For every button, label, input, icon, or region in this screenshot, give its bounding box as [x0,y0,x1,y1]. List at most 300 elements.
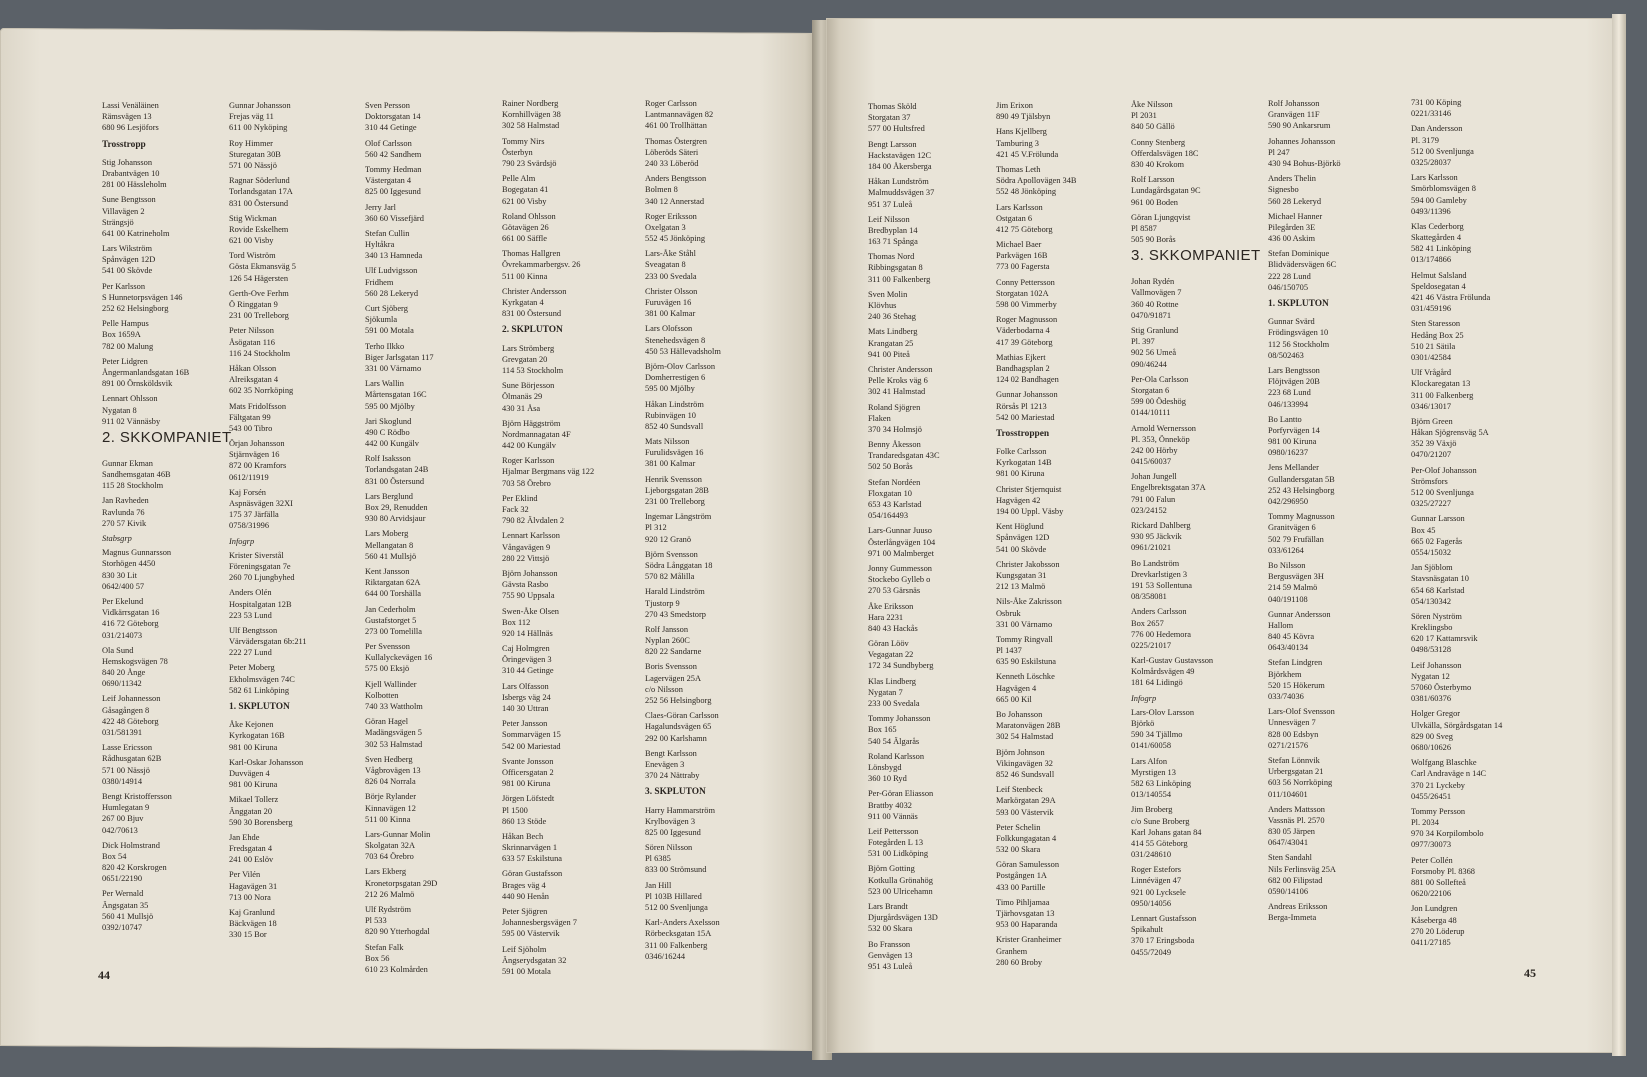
entry-address-line: Vångavägen 9 [502,542,551,552]
entry-name: Christer Olsson [645,286,698,296]
entry-address-line: Lönsbygd [868,762,902,772]
directory-entry [229,757,307,791]
entry-address-line: 610 23 Kolmården [365,964,428,974]
entry-address-line: 560 41 Mullsjö [365,551,417,561]
entry-name: Leif Stenbeck [996,785,1043,795]
entry-address-line: 611 00 Nyköping [229,123,288,133]
entry-address-line: 054/130342 [1411,596,1452,606]
entry-address-line: 0455/72049 [1131,947,1172,957]
entry-name: Folke Carlsson [996,447,1047,457]
entry-name: Mathias Ejkert [996,352,1046,362]
entry-name: Lars Moberg [365,529,409,539]
entry-address-line: 0380/14914 [102,776,143,786]
entry-name: Tommy Nirs [502,136,545,146]
entry-name: Björn Häggström [502,418,561,428]
entry-address-line: 782 00 Malung [102,341,154,351]
entry-address-line: 981 00 Kiruna [229,780,278,790]
directory-entry [365,416,437,450]
section-heading: Trosstropp [102,139,146,150]
entry-address-line: c/o Sune Broberg [1131,816,1190,826]
entry-address-line: Officersgatan 2 [502,767,554,777]
entry-name: Lasse Ericsson [102,743,153,753]
directory-entry [1411,221,1502,266]
entry-address-line: 233 00 Svedala [868,699,920,708]
entry-address-line: 971 00 Malmberget [868,548,934,558]
entry-address-line: Fridhem [365,277,394,287]
entry-name: Johannes Johansson [1268,136,1336,146]
section-heading: 1. SKPLUTON [229,702,290,713]
directory-entry [1268,657,1341,702]
entry-name: Magnus Gunnarsson [102,548,172,558]
directory-entry [102,791,232,836]
entry-address-line: Linnévägen 47 [1131,876,1182,886]
directory-entry [868,713,940,747]
entry-address-line: 046/150705 [1268,282,1309,292]
entry-name: Per Karlsson [102,281,146,291]
entry-address-line: 941 00 Piteå [868,349,910,359]
entry-address-line: 571 00 Nässjö [102,765,150,775]
entry-name: Stefan Falk [365,942,404,952]
entry-address-line: 633 57 Eskilstuna [502,854,563,864]
directory-entry [1268,316,1341,361]
entry-name: Åke Eriksson [868,601,914,611]
entry-name: Gunnar Ekman [102,458,153,468]
directory-entry [645,361,721,395]
entry-address-line: 860 13 Stöde [502,816,547,826]
entry-address-line: Hedång Box 25 [1411,330,1464,340]
entry-address-line: 703 58 Örebro [502,478,551,488]
entry-address-line: 310 44 Getinge [502,666,554,676]
entry-name: Thomas Leth [996,164,1041,174]
entry-address-line: 0493/11396 [1411,206,1451,216]
entry-address-line: 0392/10747 [102,923,143,933]
entry-name: Christer Andersson [502,286,567,296]
directory-entry [502,136,594,170]
entry-address-line: 033/61264 [1268,545,1304,555]
directory-entry [365,453,437,487]
entry-address-line: 0961/21021 [1131,543,1172,553]
entry-address-line: 114 53 Stockholm [502,365,564,375]
entry-address-line: Markörgatan 29A [996,796,1056,806]
entry-address-line: Villavägen 2 [102,206,145,216]
entry-name: Lars Brandt [868,902,908,911]
entry-address-line: Övrekammarbergsv. 26 [502,260,581,270]
entry-address-line: Rådhusgatan 62B [102,754,162,764]
directory-entry [502,793,594,827]
directory-entry [102,888,232,933]
directory-entry [996,859,1077,893]
directory-entry [1131,276,1261,321]
entry-name: Roger Karlsson [502,456,555,466]
entry-address-line: 582 63 Linköping [1131,778,1192,788]
entry-name: Gunnar Johansson [996,390,1058,400]
directory-entry [996,446,1077,480]
entry-address-line: 311 00 Falkenberg [1411,390,1474,400]
entry-name: Lars Strömberg [502,343,555,353]
entry-address-line: Hallom [1268,620,1294,630]
directory-entry [1268,173,1341,207]
directory-entry [102,495,232,529]
entry-name: Andreas Eriksson [1268,902,1328,912]
entry-address-line: Nygatan 7 [868,687,903,697]
directory-entry [645,805,721,839]
directory-entry [502,380,594,414]
entry-address-line: Pl 247 [1268,147,1290,157]
entry-name: Lassi Venäläinen [102,101,159,110]
directory-entry [1131,212,1261,246]
entry-name: Thomas Östergren [645,136,707,146]
directory-entry [868,214,940,248]
entry-address-line: 891 00 Örnsköldsvik [102,379,173,389]
entry-name: Gunnar Larsson [1411,514,1465,524]
entry-name: Pelle Hampus [102,319,149,329]
directory-entry [868,826,940,860]
entry-address-line: 961 00 Boden [1131,197,1178,207]
entry-name: Timo Pihljamaa [996,897,1050,907]
entry-address-line: Box 56 [365,953,390,963]
directory-entry [645,586,721,620]
entry-address-line: Gustafstorget 5 [365,615,417,625]
entry-name: Harry Hammarström [645,805,716,815]
directory-entry [502,98,594,132]
entry-address-line: 511 00 Kinna [502,271,548,281]
entry-address-line: 430 94 Bohus-Björkö [1268,158,1341,168]
entry-address-line: Parkvägen 16B [996,251,1048,261]
entry-address-line: 0554/15032 [1411,547,1452,557]
directory-entry [868,289,940,323]
directory-entry [365,716,437,750]
directory-entry [229,662,307,696]
entry-address-line: Strömsfors [1411,476,1448,486]
entry-name: Peter Collén [1411,855,1453,865]
entry-address-line: 302 54 Halmstad [996,732,1054,742]
entry-address-line: 560 28 Lekeryd [1268,196,1322,206]
entry-name: Lennart Gustafsson [1131,914,1197,924]
directory-entry [365,604,437,638]
entry-name: Mats Fridolfsson [229,401,287,411]
directory-entry [1131,137,1261,171]
entry-address-line: 920 14 Hällnäs [502,628,553,638]
entry-address-line: Öringevägen 3 [502,655,552,665]
entry-name: Roger Carlsson [645,99,697,108]
entry-name: Thomas Sköld [868,102,917,111]
entry-address-line: Enevägen 3 [645,759,685,769]
directory-entry [102,100,232,134]
entry-name: Ulf Vrågård [1411,368,1452,378]
entry-address-line: 0141/60058 [1131,741,1172,751]
entry-address-line: Pl. 3179 [1411,135,1439,145]
entry-name: Ulf Ludvigsson [365,266,418,276]
entry-address-line: 042/70613 [102,825,138,835]
directory-entry [502,418,594,452]
directory-entry [645,286,721,320]
entry-name: Per Wernald [102,889,144,899]
directory-entry [868,101,940,135]
entry-name: Lars-Gunnar Juuso [868,526,932,536]
entry-address-line: Ö Ringgatan 9 [229,300,278,309]
entry-address-line: Änggatan 20 [229,806,273,816]
entry-address-line: 422 48 Göteborg [102,716,159,726]
entry-name: Mikael Tollerz [229,795,279,805]
entry-address-line: Bandhagsplan 2 [996,363,1050,373]
entry-address-line: Madängsvägen 5 [365,728,422,738]
entry-name: Ulf Rydström [365,905,411,914]
entry-address-line: Gåsagången 8 [102,705,150,715]
entry-address-line: 540 54 Älgarås [868,736,920,746]
entry-address-line: Hagalundsvägen 65 [645,722,712,732]
entry-address-line: 951 37 Luleå [868,199,913,209]
entry-address-line: 543 00 Tibro [229,423,273,433]
entry-address-line: Ulvkälla, Sörgårdsgatan 14 [1411,720,1503,730]
directory-entry [1268,804,1341,849]
entry-address-line: 577 00 Hultsfred [868,124,925,134]
directory-entry [229,363,307,397]
entry-name: Sven Molin [868,289,908,299]
entry-name: Lars-Olov Larsson [1131,707,1195,717]
entry-address-line: 512 00 Svenljunga [645,903,708,913]
entry-address-line: Sandhemsgatan 46B [102,470,171,480]
entry-address-line: Kronetorpsgatan 29D [365,878,438,888]
directory-entry [365,754,437,788]
entry-address-line: 0680/10626 [1411,742,1452,752]
directory-entry [1411,367,1502,412]
entry-address-line: 595 00 Mjölby [645,384,695,394]
entry-address-line: 360 10 Ryd [868,774,907,784]
entry-name: Lars-Åke Ståhl [645,249,696,259]
entry-address-line: 031/214073 [102,630,143,640]
entry-address-line: Grevgatan 20 [502,354,548,364]
entry-address-line: 911 00 Vännäs [868,811,918,821]
entry-name: Lars Wikström [102,244,152,254]
directory-entry [502,718,594,752]
directory-entry [1131,804,1261,860]
entry-name: Stefan Dominique [1268,249,1330,259]
directory-entry [868,477,940,522]
entry-address-line: 661 00 Säffle [502,234,547,244]
entry-address-line: Bergusvägen 3H [1268,572,1324,582]
entry-name: Bengt Kristoffersson [102,791,172,801]
entry-address-line: 582 41 Linköping [1411,244,1472,254]
directory-entry [229,438,307,483]
entry-address-line: 532 00 Skara [996,845,1041,855]
entry-name: Åke Nilsson [1131,100,1173,109]
directory-entry [1131,756,1261,801]
directory-entry [229,401,307,435]
directory-entry [1268,560,1341,605]
entry-address-line: Pilegården 3E [1268,222,1316,232]
entry-address-line: 340 13 Hamneda [365,251,423,261]
entry-address-line: 381 00 Kalmar [645,309,696,319]
entry-address-line: Pl 6385 [645,854,671,864]
entry-name: Roger Estefors [1131,865,1182,875]
directory-entry [645,248,721,282]
entry-address-line: 033/74036 [1268,692,1304,702]
entry-address-line: 502 79 Frufällan [1268,534,1324,544]
section-heading: 2. SKPLUTON [502,325,563,336]
entry-name: Per Ekelund [102,596,144,606]
entry-address-line: Kornhillvägen 38 [502,110,561,120]
entry-name: Jonny Gummesson [868,563,932,573]
directory-entry [365,641,437,675]
entry-address-line: 840 20 Ånge [102,668,146,678]
entry-name: Bo Lantto [1268,414,1302,424]
directory-entry [1411,903,1502,948]
entry-name: Sune Bengtsson [102,195,156,205]
directory-entry [1411,757,1502,802]
entry-address-line: Kullalyckevägen 16 [365,653,433,663]
entry-address-line: Österlångvägen 104 [868,537,936,547]
entry-address-line: Mårtensgatan 16C [365,390,427,400]
entry-address-line: 0470/91871 [1131,310,1172,320]
entry-address-line: Unnesvägen 7 [1268,718,1316,728]
directory-entry [1268,365,1341,410]
entry-address-line: 267 00 Bjuv [102,814,144,824]
entry-name: Christer Jakobsson [996,559,1060,569]
entry-name: Dan Andersson [1411,124,1463,134]
entry-name: Jan Hill [645,880,672,890]
entry-address-line: 270 57 Kivik [102,518,147,528]
entry-address-line: 523 00 Ulricehamn [868,886,933,896]
entry-address-line: 981 00 Kiruna [229,742,278,752]
directory-entry [996,747,1077,781]
entry-address-line: Vegagatan 22 [868,650,914,660]
entry-address-line: Box 112 [502,617,531,627]
entry-name: Holger Gregor [1411,709,1461,719]
directory-entry [365,679,437,713]
entry-address-line: Storhögen 4450 [102,559,156,569]
entry-name: Olof Carlsson [365,138,412,148]
entry-name: Lars Karlsson [1411,173,1458,183]
entry-address-line: Berga-Immeta [1268,913,1317,923]
directory-entry [502,831,594,865]
entry-name: Per Eklind [502,493,538,503]
entry-name: Lars Wallin [365,379,404,389]
entry-address-line: 953 00 Haparanda [996,920,1058,930]
entry-address-line: 703 64 Örebro [365,852,414,862]
entry-address-line: Blidvädersvägen 6C [1268,260,1337,270]
entry-name: Jan Cederholm [365,604,416,614]
entry-address-line: 881 00 Sollefteå [1411,878,1466,887]
section-heading: 1. SKPLUTON [1268,299,1329,309]
directory-entry [365,829,437,863]
entry-name: Bo Fransson [868,939,911,949]
entry-address-line: 370 21 Lyckeby [1411,780,1465,790]
entry-name: Lars Karlsson [996,202,1043,212]
entry-address-line: 310 44 Getinge [365,123,417,133]
directory-entry [365,566,437,600]
directory-entry [365,904,437,938]
directory-entry [868,638,940,672]
entry-name: Krister Granheimer [996,935,1062,945]
entry-name: Rickard Dahlberg [1131,521,1191,530]
entry-address-line: Pl. 397 [1131,337,1155,347]
entry-address-line: Aspnäsvägen 32XI [229,499,293,508]
entry-address-line: 172 34 Sundbyberg [868,661,934,671]
entry-address-line: 222 27 Lund [229,648,272,658]
entry-address-line: Alreiksgatan 4 [229,375,279,385]
entry-address-line: 825 00 Iggesund [365,187,421,197]
entry-address-line: Håkan Sjögrensväg 5A [1411,428,1489,438]
directory-entry [645,661,721,706]
entry-name: 731 00 Köping [1411,98,1462,107]
entry-name: Göran Lööv [868,639,909,649]
entry-address-line: 825 00 Iggesund [645,827,701,837]
entry-name: Per-Olof Johansson [1411,465,1477,475]
entry-address-line: 790 82 Älvdalen 2 [502,516,565,526]
entry-address-line: 902 56 Umeå [1131,348,1177,358]
directory-entry [502,568,594,602]
directory-entry [996,784,1077,818]
entry-address-line: Offerdalsvägen 18C [1131,148,1199,158]
entry-address-line: 330 15 Bor [229,930,267,940]
entry-address-line: Kotkulla Grönahög [868,875,933,885]
entry-name: Anders Carlsson [1131,607,1187,617]
directory-entry [229,325,307,359]
directory-entry [645,436,721,470]
entry-address-line: 414 55 Göteborg [1131,838,1188,848]
entry-name: Peter Moberg [229,663,275,673]
entry-address-line: Porfyrvägen 14 [1268,425,1320,435]
entry-address-line: 302 41 Halmstad [868,387,926,397]
entry-name: Leif Johansson [1411,660,1462,670]
entry-name: Rolf Isaksson [365,454,411,464]
directory-entry [1131,864,1261,909]
entry-address-line: Furuvägen 16 [645,298,692,307]
entry-address-line: Södra Apollovägen 34B [996,176,1077,186]
entry-address-line: 595 00 Västervik [502,929,560,939]
entry-name: Sören Nyström [1411,611,1462,621]
directory-entry [645,624,721,658]
entry-address-line: 590 30 Borensberg [229,817,293,827]
entry-name: Tommy Magnusson [1268,512,1335,522]
entry-address-line: 0325/27227 [1411,499,1452,509]
entry-address-line: 541 00 Skövde [102,266,153,276]
entry-name: Johan Jungell [1131,472,1177,482]
entry-name: Henrik Svensson [645,474,702,484]
entry-address-line: Duvvägen 4 [229,768,270,778]
entry-address-line: 311 00 Falkenberg [868,274,931,284]
entry-name: Anders Mattsson [1268,804,1325,814]
entry-address-line: 830 40 Krokom [1131,159,1185,169]
entry-name: Klas Cederborg [1411,221,1464,231]
entry-address-line: 370 17 Eringsboda [1131,936,1195,946]
entry-address-line: Tjärhovsgatan 13 [996,909,1055,919]
entry-address-line: 416 72 Göteborg [102,619,159,629]
entry-address-line: Frejas väg 11 [229,112,274,122]
entry-address-line: 031/581391 [102,728,143,738]
entry-address-line: 512 00 Svenljunga [1411,488,1474,497]
entry-name: Håkan Lundström [868,177,929,187]
entry-name: Bo Landström [1131,558,1180,568]
entry-name: Lars-Olof Svensson [1268,707,1335,717]
entry-address-line: Box 165 [868,725,897,735]
directory-entry [502,756,594,790]
entry-address-line: Pl 2031 [1131,111,1157,121]
directory-entry [1411,660,1502,705]
entry-name: Sören Nilsson [645,843,693,853]
entry-name: Rolf Larsson [1131,175,1175,185]
entry-name: Jari Skoglund [365,416,412,426]
entry-address-line: 930 80 Arvidsjaur [365,514,426,524]
entry-address-line: Pl 103B Hillared [645,891,702,901]
entry-address-line: Box 45 [1411,525,1436,535]
entry-address-line: Rubinvägen 10 [645,410,696,420]
directory-entry [1411,513,1502,558]
directory-entry [1131,99,1261,133]
entry-address-line: 046/133994 [1268,399,1309,409]
entry-address-line: 740 33 Wattholm [365,702,423,711]
entry-name: Hans Kjellberg [996,127,1047,137]
